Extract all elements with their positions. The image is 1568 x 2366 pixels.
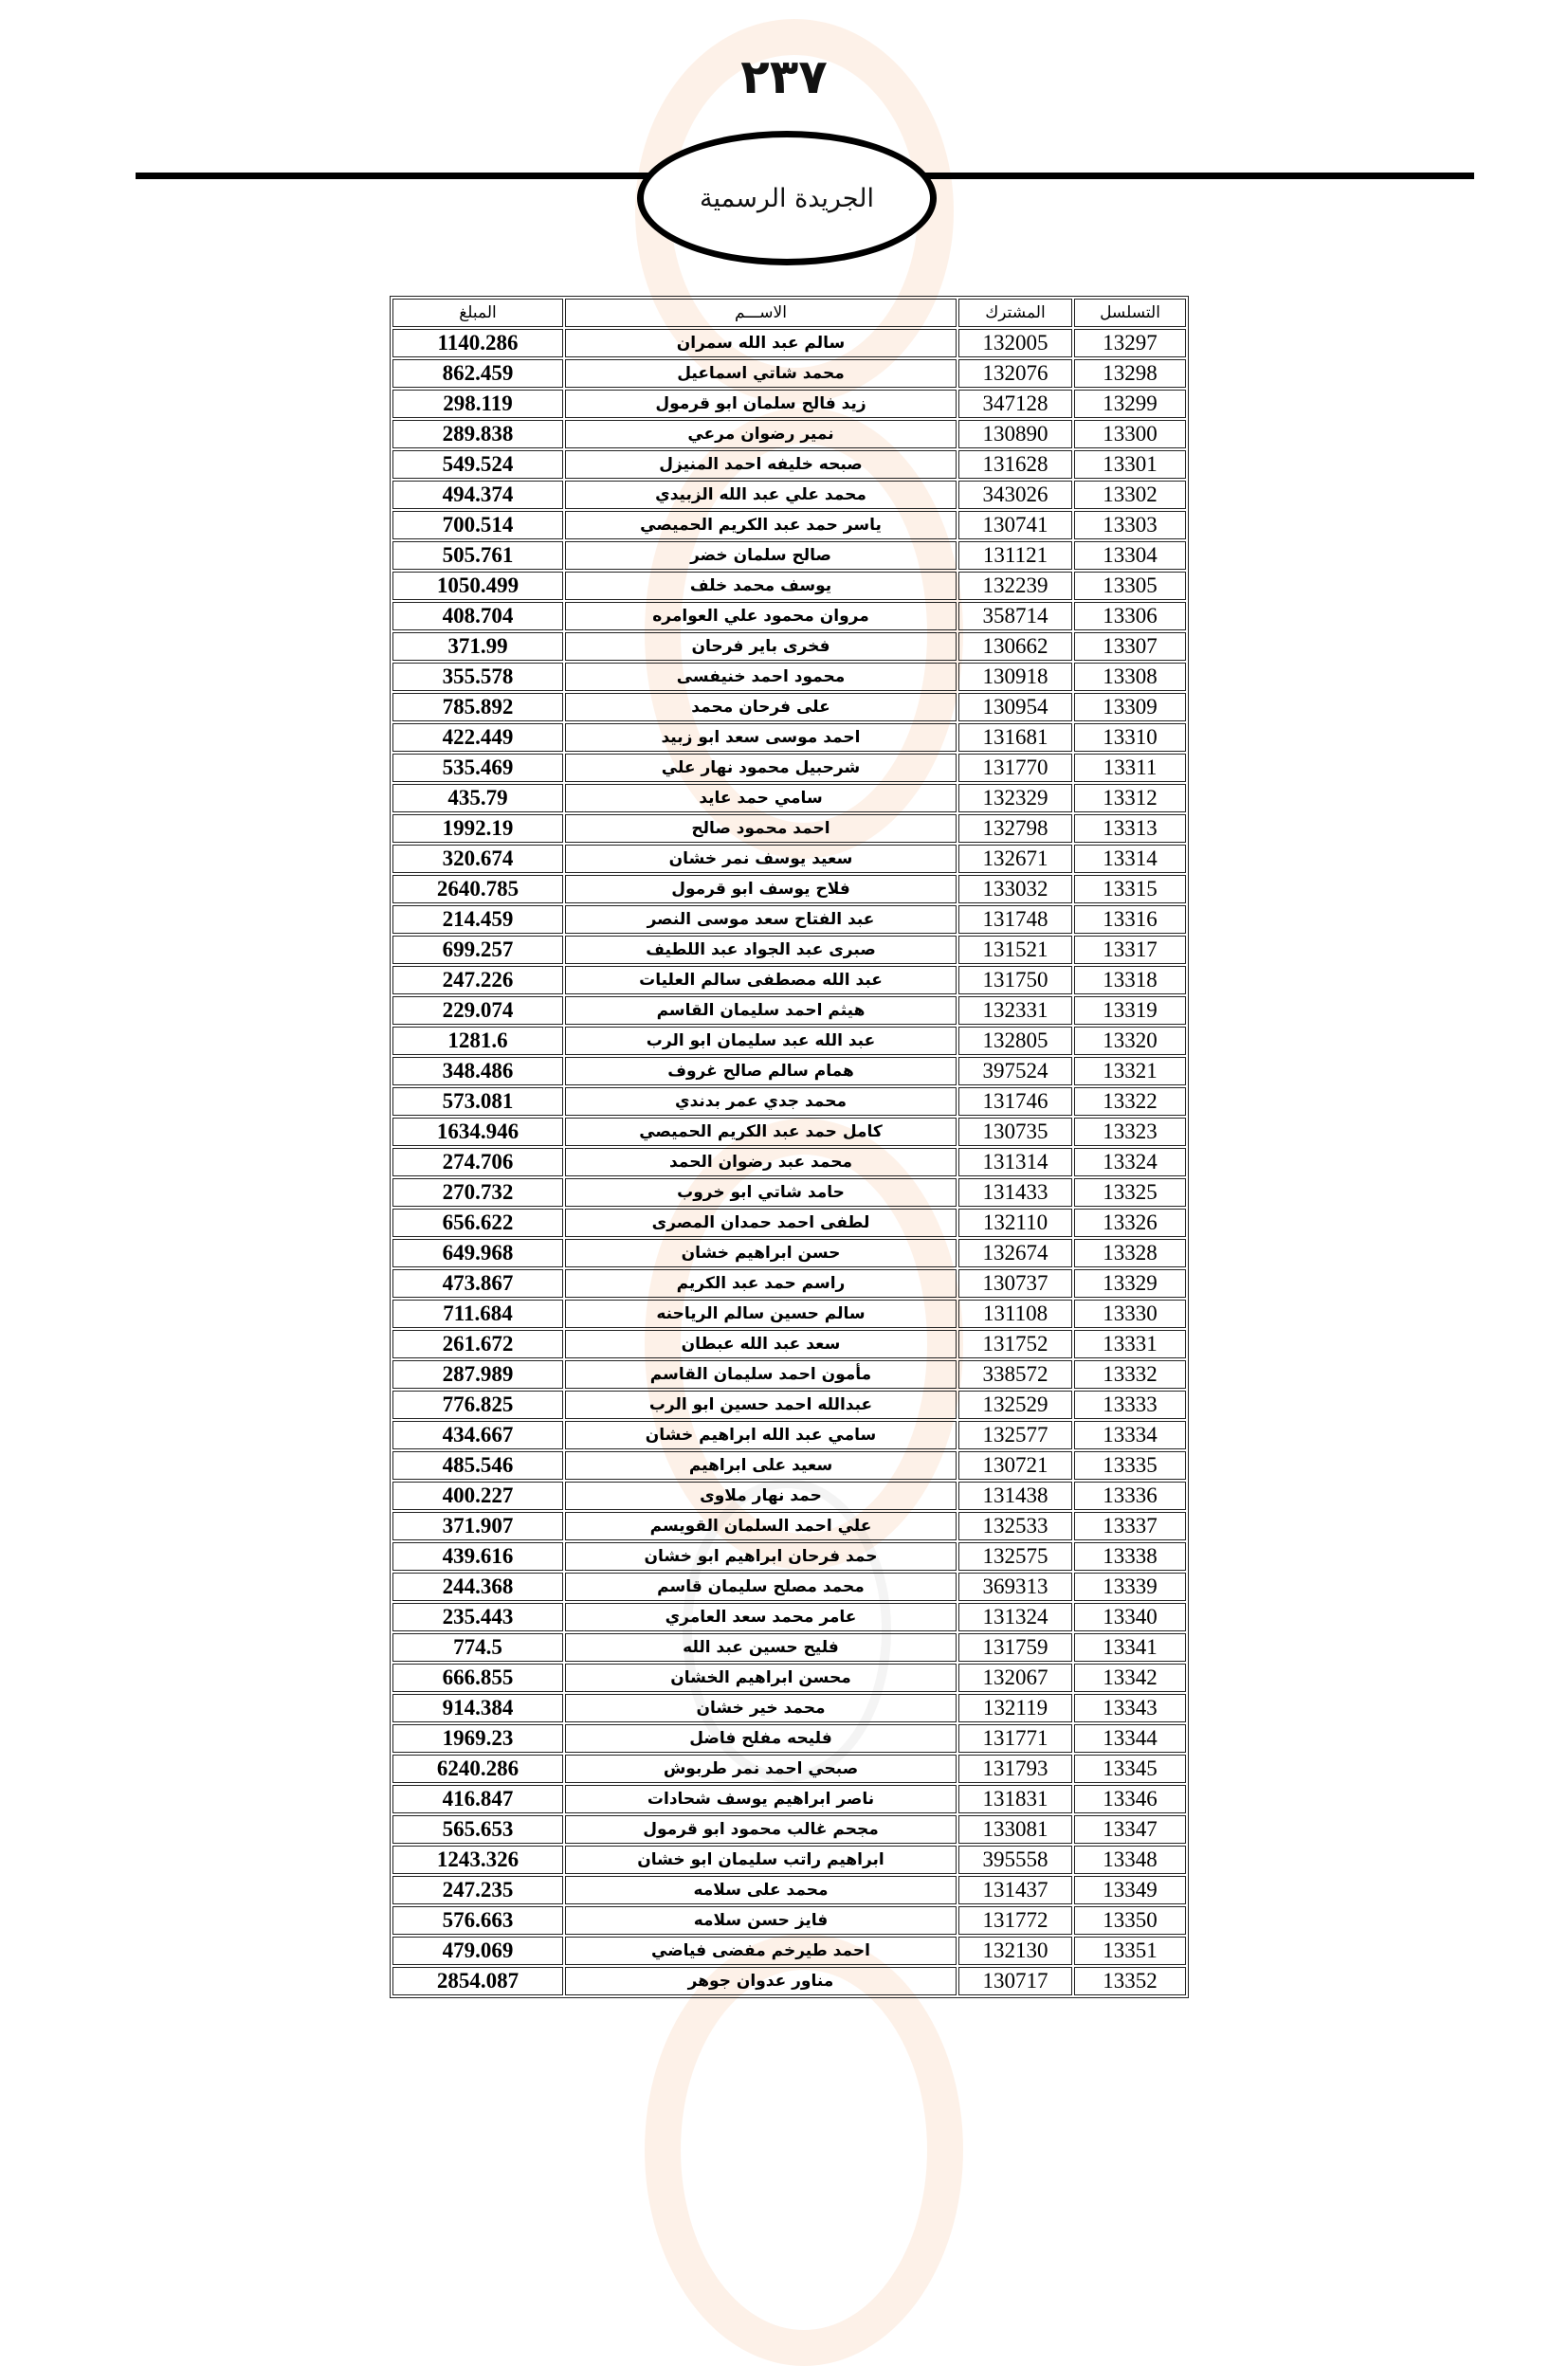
name-cell: مأمون احمد سليمان القاسم	[565, 1360, 957, 1389]
serial-cell: 13298	[1074, 359, 1186, 388]
amount-cell: 416.847	[392, 1785, 563, 1813]
table-row	[392, 1391, 1186, 1419]
amount-cell: 914.384	[392, 1694, 563, 1722]
amount-cell: 289.838	[392, 420, 563, 448]
name-cell: ابراهيم راتب سليمان ابو خشان	[565, 1846, 957, 1874]
serial-cell: 13343	[1074, 1694, 1186, 1722]
serial-cell: 13312	[1074, 784, 1186, 812]
table-row	[392, 1755, 1186, 1783]
amount-cell: 435.79	[392, 784, 563, 812]
table-row	[392, 1239, 1186, 1267]
table-row	[392, 1148, 1186, 1176]
name-cell: عامر محمد سعد العامري	[565, 1603, 957, 1631]
serial-cell: 13302	[1074, 481, 1186, 509]
amount-cell: 699.257	[392, 936, 563, 964]
table-row	[392, 420, 1186, 448]
subscriber-cell: 343026	[958, 481, 1072, 509]
name-cell: لطفى احمد حمدان المصرى	[565, 1209, 957, 1237]
amount-cell: 320.674	[392, 845, 563, 873]
table-row	[392, 1815, 1186, 1844]
watermark-clock-icon	[645, 1934, 963, 2366]
serial-cell: 13344	[1074, 1724, 1186, 1753]
amount-cell: 1281.6	[392, 1027, 563, 1055]
table-row	[392, 875, 1186, 903]
subscriber-cell: 131324	[958, 1603, 1072, 1631]
subscriber-cell: 131750	[958, 966, 1072, 994]
name-cell: مجحم غالب محمود ابو قرمول	[565, 1815, 957, 1844]
amount-cell: 479.069	[392, 1937, 563, 1965]
subscriber-cell: 338572	[958, 1360, 1072, 1389]
name-cell: مناور عدوان جوهر	[565, 1967, 957, 1995]
serial-cell: 13313	[1074, 814, 1186, 843]
amount-cell: 1140.286	[392, 329, 563, 357]
serial-cell: 13316	[1074, 905, 1186, 934]
amount-cell: 785.892	[392, 693, 563, 721]
publication-title: الجريدة الرسمية	[700, 183, 874, 213]
serial-cell: 13340	[1074, 1603, 1186, 1631]
subscriber-cell: 132533	[958, 1512, 1072, 1540]
amount-cell: 1992.19	[392, 814, 563, 843]
name-cell: حامد شاتي ابو خروب	[565, 1178, 957, 1207]
serial-cell: 13349	[1074, 1876, 1186, 1904]
amount-cell: 573.081	[392, 1087, 563, 1116]
name-cell: عبد الله مصطفى سالم العليات	[565, 966, 957, 994]
column-header-subscriber: المشترك	[958, 299, 1072, 327]
serial-cell: 13307	[1074, 632, 1186, 661]
subscriber-cell: 132110	[958, 1209, 1072, 1237]
subscriber-cell: 131759	[958, 1633, 1072, 1662]
name-cell: مروان محمود علي العوامره	[565, 602, 957, 630]
amount-cell: 576.663	[392, 1906, 563, 1935]
name-cell: صالح سلمان خضر	[565, 541, 957, 570]
amount-cell: 247.235	[392, 1876, 563, 1904]
name-cell: صبحي احمد نمر طربوش	[565, 1755, 957, 1783]
serial-cell: 13332	[1074, 1360, 1186, 1389]
amount-cell: 2854.087	[392, 1967, 563, 1995]
table-row	[392, 1057, 1186, 1085]
amount-cell: 862.459	[392, 359, 563, 388]
name-cell: سالم عبد الله سمران	[565, 329, 957, 357]
name-cell: سامي عبد الله ابراهيم خشان	[565, 1421, 957, 1449]
serial-cell: 13311	[1074, 754, 1186, 782]
table-row	[392, 390, 1186, 418]
subscriber-cell: 130954	[958, 693, 1072, 721]
amount-cell: 244.368	[392, 1573, 563, 1601]
amount-cell: 1243.326	[392, 1846, 563, 1874]
subscriber-cell: 130741	[958, 511, 1072, 539]
table-row	[392, 1967, 1186, 1995]
serial-cell: 13300	[1074, 420, 1186, 448]
subscriber-cell: 131681	[958, 723, 1072, 752]
column-header-amount: المبلغ	[392, 299, 563, 327]
table-row	[392, 572, 1186, 600]
table-row	[392, 329, 1186, 357]
serial-cell: 13324	[1074, 1148, 1186, 1176]
name-cell: محمد خير خشان	[565, 1694, 957, 1722]
subscriber-cell: 132575	[958, 1542, 1072, 1571]
table-row	[392, 1694, 1186, 1722]
name-cell: على فرحان محمد	[565, 693, 957, 721]
name-cell: محمد شاتي اسماعيل	[565, 359, 957, 388]
column-header-name: الاســـم	[565, 299, 957, 327]
serial-cell: 13321	[1074, 1057, 1186, 1085]
name-cell: سعيد يوسف نمر خشان	[565, 845, 957, 873]
subscriber-cell: 130721	[958, 1451, 1072, 1480]
amount-cell: 473.867	[392, 1269, 563, 1298]
amount-cell: 649.968	[392, 1239, 563, 1267]
subscriber-cell: 130918	[958, 663, 1072, 691]
amount-cell: 371.99	[392, 632, 563, 661]
serial-cell: 13318	[1074, 966, 1186, 994]
amount-cell: 408.704	[392, 602, 563, 630]
name-cell: فليح حسين عبد الله	[565, 1633, 957, 1662]
serial-cell: 13317	[1074, 936, 1186, 964]
amount-cell: 400.227	[392, 1482, 563, 1510]
subscriber-cell: 130890	[958, 420, 1072, 448]
amount-cell: 287.989	[392, 1360, 563, 1389]
subscriber-cell: 132577	[958, 1421, 1072, 1449]
subscriber-cell: 132674	[958, 1239, 1072, 1267]
serial-cell: 13322	[1074, 1087, 1186, 1116]
subscriber-cell: 130737	[958, 1269, 1072, 1298]
name-cell: علي احمد السلمان القويسم	[565, 1512, 957, 1540]
subscriber-cell: 131793	[958, 1755, 1072, 1783]
amount-cell: 229.074	[392, 996, 563, 1025]
name-cell: شرحبيل محمود نهار علي	[565, 754, 957, 782]
amount-cell: 6240.286	[392, 1755, 563, 1783]
serial-cell: 13299	[1074, 390, 1186, 418]
name-cell: ياسر حمد عبد الكريم الحميصي	[565, 511, 957, 539]
serial-cell: 13346	[1074, 1785, 1186, 1813]
name-cell: صبحه خليفه احمد المنيزل	[565, 450, 957, 479]
table-row	[392, 1906, 1186, 1935]
subscriber-cell: 132329	[958, 784, 1072, 812]
subscriber-cell: 131437	[958, 1876, 1072, 1904]
serial-cell: 13329	[1074, 1269, 1186, 1298]
subscriber-cell: 132005	[958, 329, 1072, 357]
page-number: ٢٣٧	[740, 49, 828, 104]
serial-cell: 13310	[1074, 723, 1186, 752]
amount-cell: 355.578	[392, 663, 563, 691]
table-row	[392, 1603, 1186, 1631]
amount-cell: 270.732	[392, 1178, 563, 1207]
name-cell: ناصر ابراهيم يوسف شحادات	[565, 1785, 957, 1813]
serial-cell: 13308	[1074, 663, 1186, 691]
table-row	[392, 966, 1186, 994]
amount-cell: 774.5	[392, 1633, 563, 1662]
subscriber-cell: 132671	[958, 845, 1072, 873]
table-row	[392, 814, 1186, 843]
publication-title-oval	[637, 131, 937, 265]
amount-cell: 1050.499	[392, 572, 563, 600]
serial-cell: 13339	[1074, 1573, 1186, 1601]
column-header-serial: التسلسل	[1074, 299, 1186, 327]
serial-cell: 13326	[1074, 1209, 1186, 1237]
table-row	[392, 1269, 1186, 1298]
subscriber-cell: 131521	[958, 936, 1072, 964]
table-row	[392, 663, 1186, 691]
table-row	[392, 1118, 1186, 1146]
table-row	[392, 481, 1186, 509]
serial-cell: 13352	[1074, 1967, 1186, 1995]
subscriber-cell: 132067	[958, 1664, 1072, 1692]
amount-cell: 485.546	[392, 1451, 563, 1480]
amount-cell: 2640.785	[392, 875, 563, 903]
name-cell: محمد جدي عمر بدندي	[565, 1087, 957, 1116]
serial-cell: 13334	[1074, 1421, 1186, 1449]
serial-cell: 13301	[1074, 450, 1186, 479]
name-cell: فلاح يوسف ابو قرمول	[565, 875, 957, 903]
subscriber-cell: 132798	[958, 814, 1072, 843]
table-row	[392, 1542, 1186, 1571]
name-cell: عبد الفتاح سعد موسى النصر	[565, 905, 957, 934]
serial-cell: 13336	[1074, 1482, 1186, 1510]
name-cell: راسم حمد عبد الكريم	[565, 1269, 957, 1298]
serial-cell: 13345	[1074, 1755, 1186, 1783]
name-cell: احمد محمود صالح	[565, 814, 957, 843]
serial-cell: 13314	[1074, 845, 1186, 873]
serial-cell: 13328	[1074, 1239, 1186, 1267]
subscriber-cell: 369313	[958, 1573, 1072, 1601]
table-row	[392, 1087, 1186, 1116]
name-cell: عبدالله احمد حسين ابو الرب	[565, 1391, 957, 1419]
subscriber-cell: 132529	[958, 1391, 1072, 1419]
amount-cell: 505.761	[392, 541, 563, 570]
table-row	[392, 936, 1186, 964]
subscriber-cell: 131831	[958, 1785, 1072, 1813]
table-row	[392, 541, 1186, 570]
subscriber-cell: 130735	[958, 1118, 1072, 1146]
subscriber-cell: 132331	[958, 996, 1072, 1025]
name-cell: احمد موسى سعد ابو زبيد	[565, 723, 957, 752]
amount-cell: 494.374	[392, 481, 563, 509]
table-row	[392, 1937, 1186, 1965]
name-cell: زيد فالح سلمان ابو قرمول	[565, 390, 957, 418]
amount-cell: 1634.946	[392, 1118, 563, 1146]
amount-cell: 274.706	[392, 1148, 563, 1176]
serial-cell: 13331	[1074, 1330, 1186, 1358]
amount-cell: 535.469	[392, 754, 563, 782]
table-row	[392, 1421, 1186, 1449]
amount-cell: 1969.23	[392, 1724, 563, 1753]
table-row	[392, 359, 1186, 388]
name-cell: هيثم احمد سليمان القاسم	[565, 996, 957, 1025]
serial-cell: 13330	[1074, 1300, 1186, 1328]
table-row	[392, 1360, 1186, 1389]
name-cell: صبرى عبد الجواد عبد اللطيف	[565, 936, 957, 964]
table-row	[392, 996, 1186, 1025]
table-row	[392, 1846, 1186, 1874]
table-row	[392, 1573, 1186, 1601]
amount-cell: 711.684	[392, 1300, 563, 1328]
serial-cell: 13304	[1074, 541, 1186, 570]
name-cell: محمود احمد خنيفسى	[565, 663, 957, 691]
name-cell: سعد عبد الله عبطان	[565, 1330, 957, 1358]
subscriber-cell: 131770	[958, 754, 1072, 782]
amount-cell: 235.443	[392, 1603, 563, 1631]
name-cell: يوسف محمد خلف	[565, 572, 957, 600]
subscriber-cell: 130717	[958, 1967, 1072, 1995]
table-header-row	[392, 299, 1186, 327]
name-cell: محمد علي عبد الله الزبيدي	[565, 481, 957, 509]
table-row	[392, 1512, 1186, 1540]
amount-cell: 656.622	[392, 1209, 563, 1237]
subscriber-cell: 131748	[958, 905, 1072, 934]
amount-cell: 549.524	[392, 450, 563, 479]
amount-cell: 214.459	[392, 905, 563, 934]
amount-cell: 348.486	[392, 1057, 563, 1085]
subscriber-cell: 131628	[958, 450, 1072, 479]
table-row	[392, 723, 1186, 752]
subscriber-cell: 132130	[958, 1937, 1072, 1965]
serial-cell: 13315	[1074, 875, 1186, 903]
table-row	[392, 511, 1186, 539]
subscriber-cell: 133032	[958, 875, 1072, 903]
name-cell: فخرى باير فرحان	[565, 632, 957, 661]
subscriber-cell: 131746	[958, 1087, 1072, 1116]
table-row	[392, 1300, 1186, 1328]
subscriber-cell: 358714	[958, 602, 1072, 630]
amount-cell: 700.514	[392, 511, 563, 539]
amount-cell: 371.907	[392, 1512, 563, 1540]
name-cell: كامل حمد عبد الكريم الحميصي	[565, 1118, 957, 1146]
amount-cell: 247.226	[392, 966, 563, 994]
subscriber-cell: 131108	[958, 1300, 1072, 1328]
subscriber-cell: 131314	[958, 1148, 1072, 1176]
table-row	[392, 1664, 1186, 1692]
table-row	[392, 693, 1186, 721]
table-row	[392, 1330, 1186, 1358]
serial-cell: 13341	[1074, 1633, 1186, 1662]
table-row	[392, 1482, 1186, 1510]
serial-cell: 13303	[1074, 511, 1186, 539]
table-row	[392, 602, 1186, 630]
name-cell: حمد فرحان ابراهيم ابو خشان	[565, 1542, 957, 1571]
name-cell: فايز حسن سلامه	[565, 1906, 957, 1935]
subscriber-cell: 132076	[958, 359, 1072, 388]
name-cell: سعيد على ابراهيم	[565, 1451, 957, 1480]
subscriber-cell: 131433	[958, 1178, 1072, 1207]
amount-cell: 776.825	[392, 1391, 563, 1419]
name-cell: عبد الله عبد سليمان ابو الرب	[565, 1027, 957, 1055]
serial-cell: 13347	[1074, 1815, 1186, 1844]
subscriber-cell: 397524	[958, 1057, 1072, 1085]
serial-cell: 13333	[1074, 1391, 1186, 1419]
serial-cell: 13348	[1074, 1846, 1186, 1874]
subscriber-cell: 131772	[958, 1906, 1072, 1935]
name-cell: محسن ابراهيم الخشان	[565, 1664, 957, 1692]
amount-cell: 261.672	[392, 1330, 563, 1358]
serial-cell: 13319	[1074, 996, 1186, 1025]
name-cell: حسن ابراهيم خشان	[565, 1239, 957, 1267]
subscriber-cell: 132239	[958, 572, 1072, 600]
serial-cell: 13305	[1074, 572, 1186, 600]
amount-cell: 439.616	[392, 1542, 563, 1571]
subscriber-cell: 131771	[958, 1724, 1072, 1753]
name-cell: نمير رضوان مرعي	[565, 420, 957, 448]
serial-cell: 13306	[1074, 602, 1186, 630]
amount-cell: 298.119	[392, 390, 563, 418]
serial-cell: 13338	[1074, 1542, 1186, 1571]
name-cell: محمد عبد رضوان الحمد	[565, 1148, 957, 1176]
table-row	[392, 1876, 1186, 1904]
serial-cell: 13350	[1074, 1906, 1186, 1935]
subscriber-cell: 395558	[958, 1846, 1072, 1874]
name-cell: حمد نهار ملاوى	[565, 1482, 957, 1510]
serial-cell: 13309	[1074, 693, 1186, 721]
name-cell: احمد طيرخم مفضى فياضي	[565, 1937, 957, 1965]
serial-cell: 13297	[1074, 329, 1186, 357]
name-cell: فليحه مفلح فاضل	[565, 1724, 957, 1753]
subscriber-cell: 132805	[958, 1027, 1072, 1055]
table-row	[392, 905, 1186, 934]
subscriber-cell: 131438	[958, 1482, 1072, 1510]
table-body	[392, 329, 1186, 1995]
table-row	[392, 845, 1186, 873]
table-row	[392, 450, 1186, 479]
serial-cell: 13337	[1074, 1512, 1186, 1540]
subscriber-cell: 130662	[958, 632, 1072, 661]
amount-cell: 434.667	[392, 1421, 563, 1449]
serial-cell: 13335	[1074, 1451, 1186, 1480]
table-row	[392, 1785, 1186, 1813]
subscriber-cell: 347128	[958, 390, 1072, 418]
amount-cell: 565.653	[392, 1815, 563, 1844]
table-row	[392, 1633, 1186, 1662]
table-row	[392, 754, 1186, 782]
table-row	[392, 1178, 1186, 1207]
table-row	[392, 1724, 1186, 1753]
table-row	[392, 1209, 1186, 1237]
table-row	[392, 784, 1186, 812]
serial-cell: 13325	[1074, 1178, 1186, 1207]
amount-cell: 666.855	[392, 1664, 563, 1692]
payments-table	[390, 296, 1189, 1998]
name-cell: محمد مصلح سليمان قاسم	[565, 1573, 957, 1601]
name-cell: سامي حمد عايد	[565, 784, 957, 812]
name-cell: همام سالم صالح غروف	[565, 1057, 957, 1085]
name-cell: محمد على سلامه	[565, 1876, 957, 1904]
subscriber-cell: 131752	[958, 1330, 1072, 1358]
serial-cell: 13342	[1074, 1664, 1186, 1692]
name-cell: سالم حسين سالم الرياحنه	[565, 1300, 957, 1328]
amount-cell: 422.449	[392, 723, 563, 752]
table-row	[392, 1027, 1186, 1055]
table-row	[392, 632, 1186, 661]
subscriber-cell: 132119	[958, 1694, 1072, 1722]
serial-cell: 13320	[1074, 1027, 1186, 1055]
serial-cell: 13323	[1074, 1118, 1186, 1146]
table-row	[392, 1451, 1186, 1480]
serial-cell: 13351	[1074, 1937, 1186, 1965]
subscriber-cell: 133081	[958, 1815, 1072, 1844]
subscriber-cell: 131121	[958, 541, 1072, 570]
